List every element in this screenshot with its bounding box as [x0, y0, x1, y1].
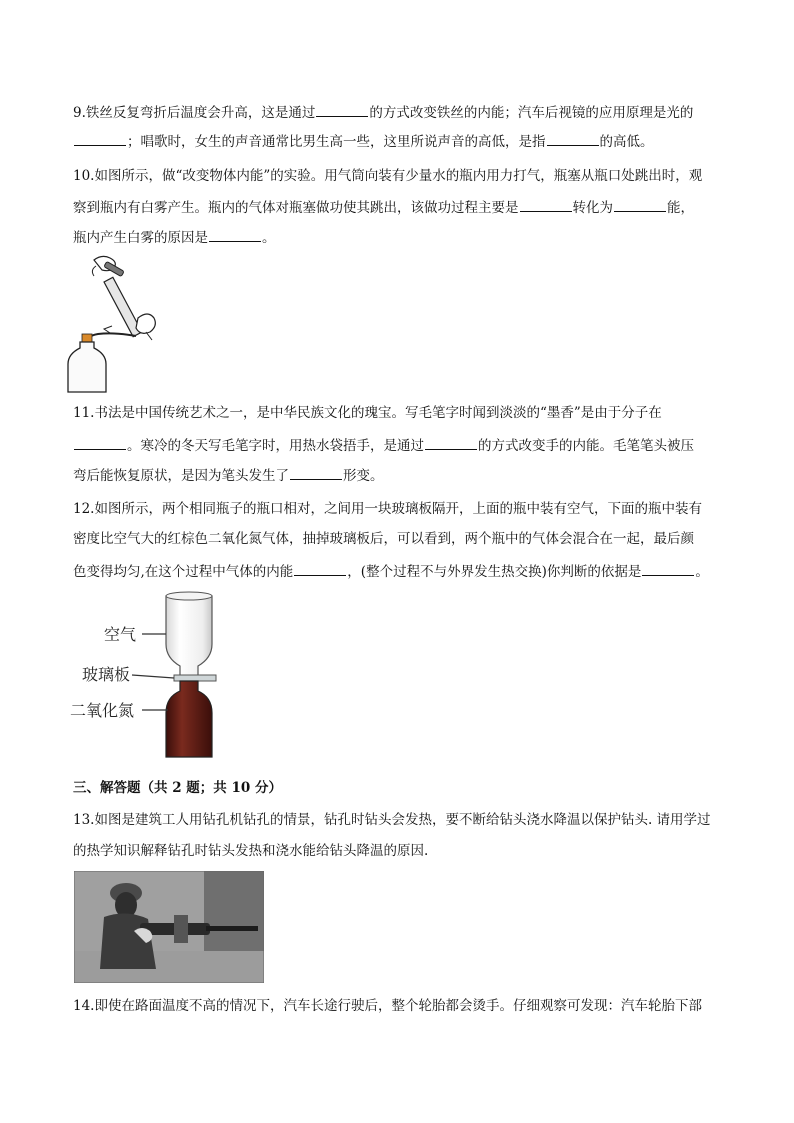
label-glass-plate: 玻璃板 — [82, 665, 131, 684]
blank — [425, 437, 477, 450]
q12-line2: 密度比空气大的红棕色二氧化氮气体，抽掉玻璃板后，可以看到，两个瓶中的气体会混合在一起，最后颜 — [73, 531, 694, 547]
blank — [290, 467, 342, 480]
q10-line3: 瓶内产生白雾的原因是 。 — [73, 230, 276, 246]
q9-line1: 9.铁丝反复弯折后温度会升高，这是通过 的方式改变铁丝的内能；汽车后视镜的应用原理是光的 — [73, 105, 694, 121]
blank — [209, 229, 261, 242]
q13-line1: 13.如图是建筑工人用钻孔机钻孔的情景，钻孔时钻头会发热，要不断给钻头浇水降温以保护钻头. 请用学过 — [73, 812, 711, 828]
label-no2: 二氧化氮 — [70, 701, 135, 720]
gas-diffusion-figure — [70, 590, 230, 762]
q11-line3: 弯后能恢复原状，是因为笔头发生了 形变。 — [73, 468, 384, 484]
blank — [642, 563, 694, 576]
blank — [74, 133, 126, 146]
worker-drilling-photo — [74, 871, 264, 983]
q10-line1: 10.如图所示，做“改变物体内能”的实验。用气筒向装有少量水的瓶内用力打气，瓶塞从瓶口处跳出时，观 — [73, 168, 703, 184]
label-air: 空气 — [104, 625, 137, 644]
q13-line2: 的热学知识解释钻孔时钻头发热和浇水能给钻头降温的原因. — [73, 843, 429, 859]
blank — [614, 199, 666, 212]
blank — [520, 199, 572, 212]
q11-line2: 。寒冷的冬天写毛笔字时，用热水袋捂手，是通过 的方式改变手的内能。毛笔笔头被压 — [73, 437, 694, 455]
blank — [294, 563, 346, 576]
q14-line1: 14.即使在路面温度不高的情况下，汽车长途行驶后，整个轮胎都会烫手。仔细观察可发现：汽车轮胎下部 — [73, 998, 702, 1014]
q9-line2: ；唱歌时，女生的声音通常比男生高一些，这里所说声音的高低，是指 的高低。 — [73, 133, 654, 151]
q11-line1: 11.书法是中国传统艺术之一，是中华民族文化的瑰宝。写毛笔字时闻到淡淡的“墨香”是由于分子在 — [73, 405, 662, 421]
blank — [316, 104, 368, 117]
blank — [547, 133, 599, 146]
pump-bottle-figure — [66, 252, 174, 396]
q10-line2: 察到瓶内有白雾产生。瓶内的气体对瓶塞做功使其跳出，该做功过程主要是 转化为 能， — [73, 200, 694, 216]
section-heading: 三、解答题（共 2 题；共 10 分） — [73, 780, 282, 796]
blank — [74, 437, 126, 450]
q12-line1: 12.如图所示，两个相同瓶子的瓶口相对，之间用一块玻璃板隔开，上面的瓶中装有空气，下面的瓶中装有 — [73, 501, 702, 517]
q12-line3: 色变得均匀,在这个过程中气体的内能 ，(整个过程不与外界发生热交换)你判断的依据是 。 — [73, 564, 709, 580]
